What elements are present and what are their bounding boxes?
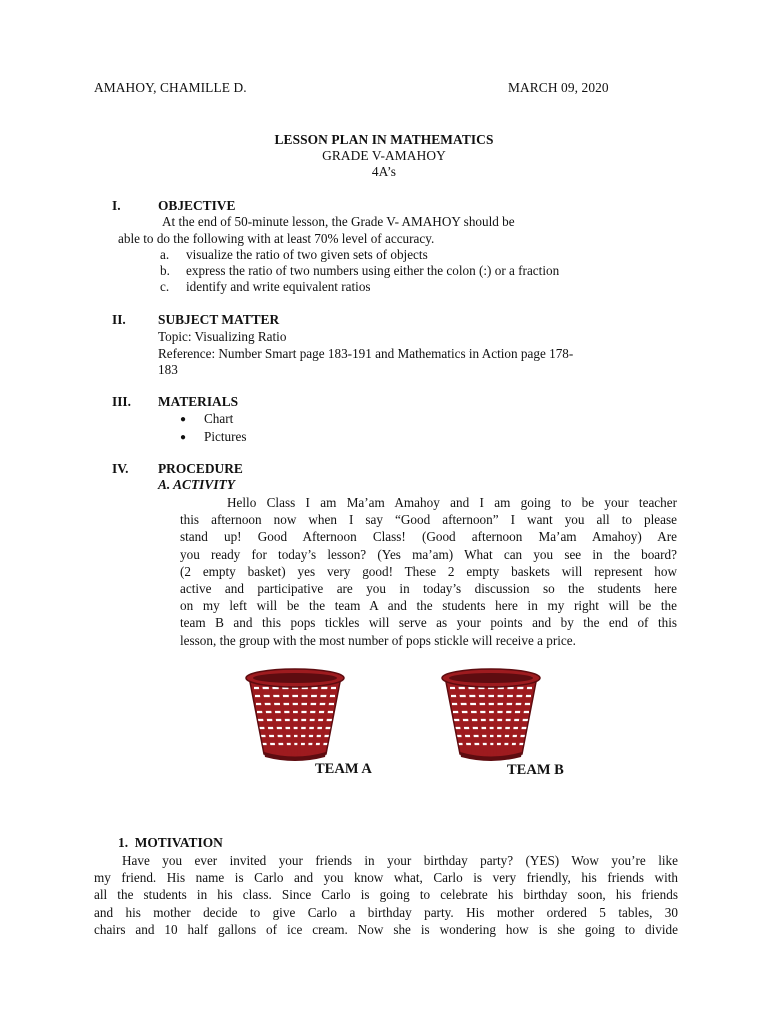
document-title: LESSON PLAN IN MATHEMATICS bbox=[274, 132, 494, 147]
reference-line1: Reference: Number Smart page 183-191 and Mathematics in Action page 178- bbox=[158, 346, 574, 361]
activity-line: you ready for today’s lesson? (Yes ma’am) What can you see in the board? bbox=[180, 546, 677, 562]
activity-heading: A. ACTIVITY bbox=[158, 477, 235, 492]
motivation-heading: 1. MOTIVATION bbox=[118, 835, 223, 850]
basket-icon bbox=[240, 664, 350, 762]
materials-item bbox=[180, 411, 233, 428]
objective-item bbox=[160, 247, 428, 263]
objective-item bbox=[160, 263, 559, 279]
activity-line: this afternoon now when I say “Good afternoon” I want you all to please bbox=[180, 512, 677, 528]
activity-line: Hello Class I am Ma’am Amahoy and I am going to be your teacher bbox=[227, 495, 677, 510]
author-name: AMAHOY, CHAMILLE D. bbox=[94, 80, 247, 95]
subject-matter-heading: SUBJECT MATTER bbox=[158, 312, 280, 327]
motivation-line: and his mother decide to give Carlo a birthday party. His mother ordered 5 tables, 30 bbox=[94, 904, 678, 920]
bullet-icon: ● bbox=[180, 414, 187, 425]
activity-line: (2 empty basket) yes very good! These 2 empty baskets will represent how bbox=[180, 563, 677, 579]
reference-line2: 183 bbox=[158, 362, 178, 377]
objective-intro-line1: At the end of 50-minute lesson, the Grade V- AMAHOY should be bbox=[162, 214, 515, 229]
objective-numeral: I. bbox=[112, 198, 121, 213]
team-b-label: TEAM B bbox=[507, 762, 564, 778]
motivation-line: Have you ever invited your friends in your birthday party? (YES) Wow you’re like bbox=[122, 853, 678, 868]
list-item-text: Pictures bbox=[204, 429, 247, 444]
activity-line: team B and this pops tickles will serve as your points and by the end of this bbox=[180, 615, 677, 631]
materials-heading: MATERIALS bbox=[158, 394, 239, 409]
activity-line: lesson, the group with the most number of pops stickle will receive a price. bbox=[180, 632, 576, 648]
activity-line: stand up! Good Afternoon Class! (Good afternoon Ma’am Amahoy) Are bbox=[180, 529, 677, 545]
topic-line: Topic: Visualizing Ratio bbox=[158, 329, 287, 344]
list-marker: a. bbox=[160, 247, 170, 262]
list-item-text: visualize the ratio of two given sets of objects bbox=[186, 247, 428, 262]
subject-matter-numeral: II. bbox=[112, 312, 126, 327]
materials-item bbox=[180, 429, 247, 446]
procedure-numeral: IV. bbox=[112, 461, 129, 476]
list-marker: b. bbox=[160, 263, 170, 278]
objective-heading: OBJECTIVE bbox=[158, 198, 236, 213]
motivation-line: my friend. His name is Carlo and you know what, Carlo is very friendly, his friends with bbox=[94, 870, 678, 886]
grade-line: GRADE V-AMAHOY bbox=[322, 148, 446, 163]
motivation-line: chairs and 10 half gallons of ice cream. Now she is wondering how is she going to divide bbox=[94, 921, 678, 937]
procedure-heading: PROCEDURE bbox=[158, 461, 243, 476]
basket-icon bbox=[436, 664, 546, 762]
objective-item bbox=[160, 279, 371, 295]
team-a-label: TEAM A bbox=[315, 761, 372, 777]
activity-paragraph bbox=[180, 494, 677, 649]
lesson-date: MARCH 09, 2020 bbox=[508, 80, 609, 95]
materials-numeral: III. bbox=[112, 394, 131, 409]
activity-line: on my left will be the team A and the students here in my right will be the bbox=[180, 598, 677, 614]
motivation-line: all the students in his class. Since Carlo is going to celebrate his birthday soon, his friends bbox=[94, 887, 678, 903]
activity-line: active and participative are you in today’s discussion so the students here bbox=[180, 580, 677, 596]
objective-intro-line2: able to do the following with at least 70% level of accuracy. bbox=[118, 231, 435, 246]
list-item-text: express the ratio of two numbers using either the colon (:) or a fraction bbox=[186, 263, 560, 278]
motivation-paragraph bbox=[94, 852, 678, 938]
bullet-icon: ● bbox=[180, 432, 187, 443]
list-marker: c. bbox=[160, 279, 170, 294]
list-item-text: Chart bbox=[204, 411, 234, 426]
section-line: 4A’s bbox=[371, 164, 397, 179]
list-item-text: identify and write equivalent ratios bbox=[186, 279, 371, 294]
